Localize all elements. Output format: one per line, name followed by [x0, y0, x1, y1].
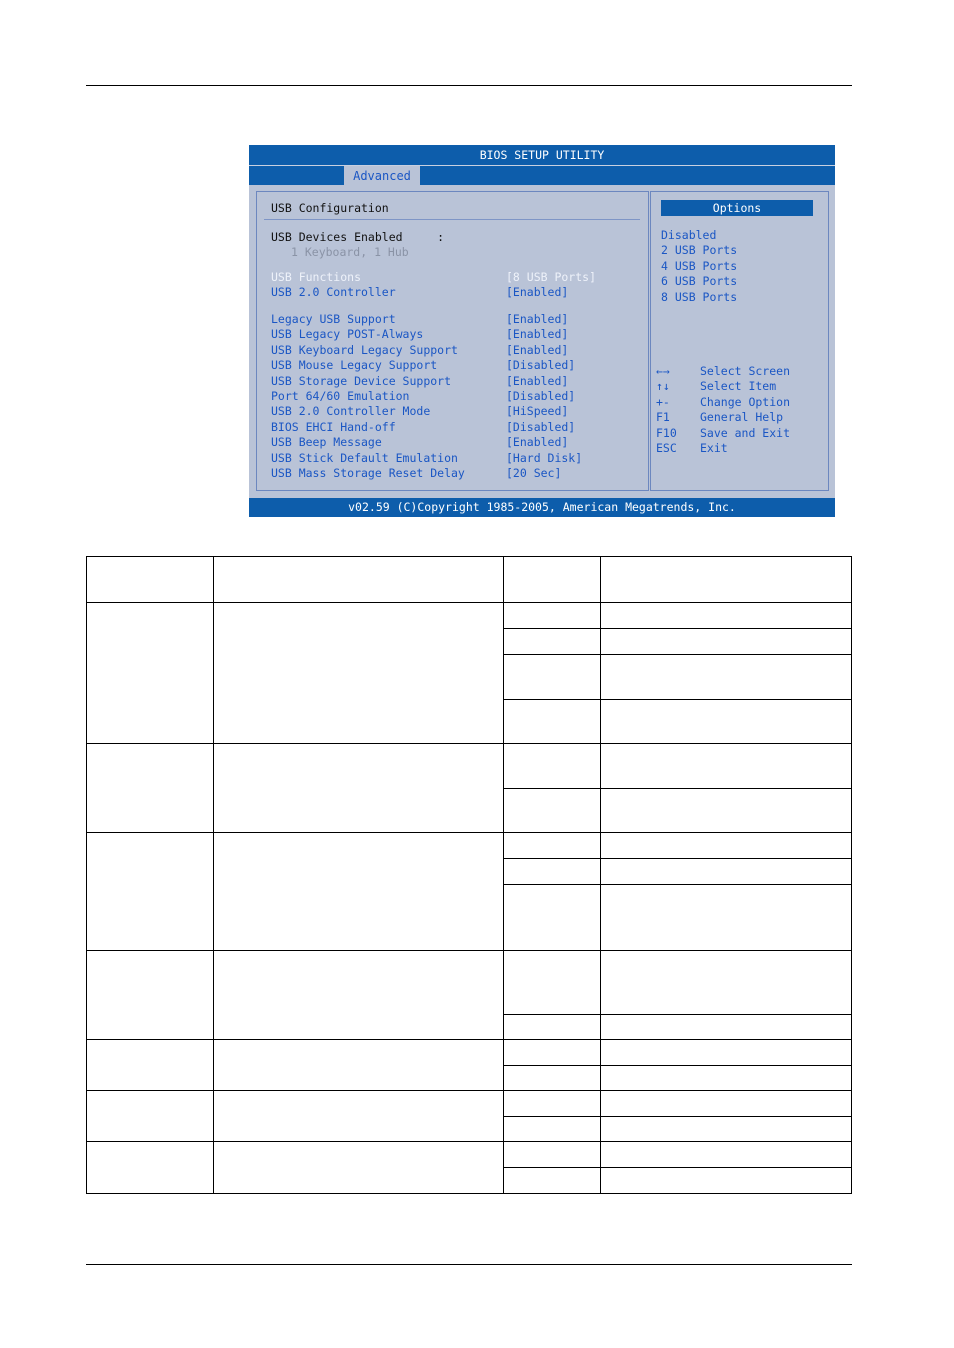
help-key: ESC: [656, 441, 677, 455]
help-key: ←→: [656, 364, 670, 378]
usb-devices-label: USB Devices Enabled :: [271, 230, 445, 244]
table-row: [87, 1142, 852, 1168]
table-cell: [87, 1142, 214, 1194]
setting-label[interactable]: USB Legacy POST-Always: [271, 327, 424, 341]
table-cell: [504, 885, 601, 951]
bios-footer: v02.59 (C)Copyright 1985-2005, American Megatrends, Inc.: [249, 498, 835, 517]
table-header-row: [87, 557, 852, 603]
table-cell: [601, 1168, 852, 1194]
help-action: Select Item: [700, 379, 777, 393]
help-key: F10: [656, 426, 677, 440]
table-cell: [504, 833, 601, 859]
table-cell: [214, 1091, 504, 1142]
option-item[interactable]: Disabled: [661, 228, 717, 242]
settings-panel: [256, 191, 649, 491]
table-cell: [601, 1117, 852, 1142]
setting-label[interactable]: USB Functions: [271, 270, 362, 284]
setting-value[interactable]: [Enabled]: [506, 312, 569, 326]
table-cell: [504, 557, 601, 603]
table-cell: [601, 744, 852, 789]
table-cell: [601, 1091, 852, 1117]
table-row: [87, 1040, 852, 1066]
table-row: [87, 744, 852, 789]
table-cell: [87, 833, 214, 951]
table-cell: [601, 557, 852, 603]
table-row: [87, 1091, 852, 1117]
section-separator: [264, 219, 640, 220]
setting-value[interactable]: [Enabled]: [506, 374, 569, 388]
usb-devices-value: 1 Keyboard, 1 Hub: [291, 245, 409, 259]
setting-value[interactable]: [Disabled]: [506, 420, 576, 434]
setting-value[interactable]: [HiSpeed]: [506, 404, 569, 418]
options-header: Options: [661, 200, 813, 216]
table-cell: [504, 859, 601, 885]
setting-value[interactable]: [8 USB Ports]: [506, 270, 597, 284]
table-cell: [601, 859, 852, 885]
table-cell: [504, 1091, 601, 1117]
table-cell: [601, 789, 852, 833]
footer-rule: [86, 1264, 852, 1265]
table-cell: [504, 951, 601, 1015]
setting-value[interactable]: [Disabled]: [506, 358, 576, 372]
setting-label[interactable]: USB Beep Message: [271, 435, 382, 449]
setting-label[interactable]: USB Keyboard Legacy Support: [271, 343, 458, 357]
table-cell: [504, 1040, 601, 1066]
table-cell: [214, 1142, 504, 1194]
table-cell: [601, 700, 852, 744]
table-cell: [601, 655, 852, 700]
table-cell: [601, 1040, 852, 1066]
option-item[interactable]: 8 USB Ports: [661, 290, 738, 304]
table-cell: [87, 603, 214, 744]
setting-value[interactable]: [Enabled]: [506, 327, 569, 341]
table-cell: [87, 557, 214, 603]
table-cell: [214, 1040, 504, 1091]
table-cell: [214, 603, 504, 744]
setting-label[interactable]: BIOS EHCI Hand-off: [271, 420, 396, 434]
table-cell: [87, 1040, 214, 1091]
help-action: Save and Exit: [700, 426, 791, 440]
table-cell: [87, 951, 214, 1040]
table-cell: [214, 744, 504, 833]
table-cell: [504, 1066, 601, 1091]
table-cell: [504, 629, 601, 655]
help-action: Change Option: [700, 395, 791, 409]
setting-label[interactable]: USB Mass Storage Reset Delay: [271, 466, 465, 480]
setting-value[interactable]: [Disabled]: [506, 389, 576, 403]
table-cell: [504, 1168, 601, 1194]
table-cell: [504, 1142, 601, 1168]
setting-value[interactable]: [Enabled]: [506, 435, 569, 449]
help-action: Exit: [700, 441, 728, 455]
setting-label[interactable]: USB Mouse Legacy Support: [271, 358, 438, 372]
setting-value[interactable]: [20 Sec]: [506, 466, 562, 480]
setting-value[interactable]: [Enabled]: [506, 343, 569, 357]
setting-label[interactable]: Port 64/60 Emulation: [271, 389, 410, 403]
help-key: ↑↓: [656, 379, 670, 393]
table-cell: [601, 885, 852, 951]
table-cell: [214, 833, 504, 951]
option-item[interactable]: 6 USB Ports: [661, 274, 738, 288]
setting-label[interactable]: Legacy USB Support: [271, 312, 396, 326]
table-cell: [601, 1066, 852, 1091]
help-panel: [650, 191, 829, 491]
setting-label[interactable]: USB 2.0 Controller: [271, 285, 396, 299]
table-cell: [504, 603, 601, 629]
help-action: Select Screen: [700, 364, 791, 378]
header-rule: [86, 85, 852, 86]
help-key: F1: [656, 410, 670, 424]
table-cell: [87, 744, 214, 833]
table-row: [87, 951, 852, 1015]
bios-title-bar: BIOS SETUP UTILITY: [249, 145, 835, 165]
settings-table: [86, 556, 852, 1194]
section-title: USB Configuration: [271, 201, 389, 215]
table-cell: [214, 557, 504, 603]
table-cell: [601, 603, 852, 629]
setting-label[interactable]: USB Storage Device Support: [271, 374, 452, 388]
help-action: General Help: [700, 410, 784, 424]
table-cell: [504, 700, 601, 744]
setting-value[interactable]: [Hard Disk]: [506, 451, 583, 465]
setting-label[interactable]: USB Stick Default Emulation: [271, 451, 458, 465]
table-cell: [601, 833, 852, 859]
table-cell: [504, 1015, 601, 1040]
bios-tab-bar: [249, 165, 835, 185]
table-cell: [504, 789, 601, 833]
table-cell: [601, 629, 852, 655]
table-cell: [214, 951, 504, 1040]
setting-label[interactable]: USB 2.0 Controller Mode: [271, 404, 431, 418]
table-cell: [601, 951, 852, 1015]
tab-advanced[interactable]: Advanced: [344, 166, 420, 185]
setting-value[interactable]: [Enabled]: [506, 285, 569, 299]
bios-screenshot: [249, 145, 835, 517]
table-cell: [87, 1091, 214, 1142]
help-key: +-: [656, 395, 670, 409]
table-cell: [601, 1015, 852, 1040]
option-item[interactable]: 4 USB Ports: [661, 259, 738, 273]
option-item[interactable]: 2 USB Ports: [661, 243, 738, 257]
table-cell: [504, 655, 601, 700]
table-cell: [504, 744, 601, 789]
table-row: [87, 833, 852, 859]
table-row: [87, 603, 852, 629]
table-cell: [601, 1142, 852, 1168]
table-cell: [504, 1117, 601, 1142]
